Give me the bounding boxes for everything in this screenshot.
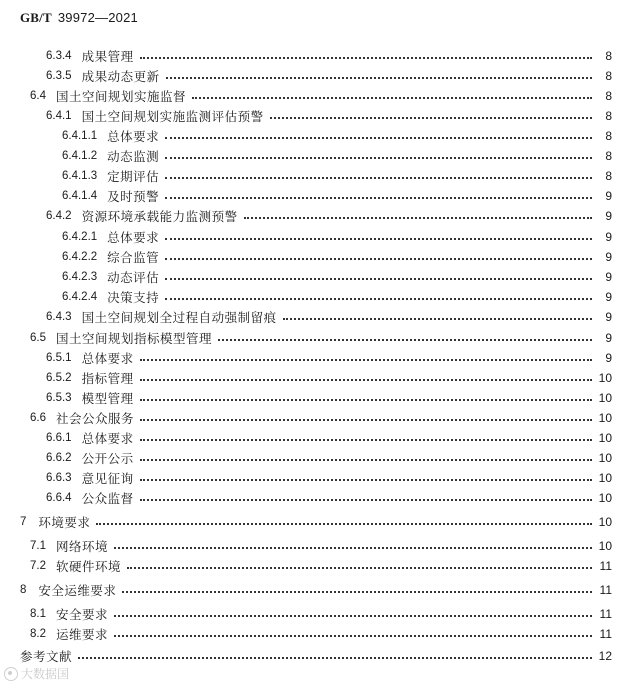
toc-entry-page: 9 bbox=[605, 189, 612, 203]
toc-entry-title: 动态评估 bbox=[107, 270, 160, 285]
toc-entry-title: 安全运维要求 bbox=[38, 583, 117, 598]
toc-dot-leader bbox=[140, 479, 592, 481]
toc-dot-leader bbox=[140, 399, 592, 401]
toc-entry-title: 国土空间规划指标模型管理 bbox=[56, 331, 213, 346]
toc-entry-number: 6.4.2 bbox=[46, 210, 72, 222]
toc-entry-number: 6.6 bbox=[30, 412, 46, 424]
toc-dot-leader bbox=[96, 523, 592, 525]
toc-entry-page: 8 bbox=[605, 169, 612, 183]
toc-entry-title: 运维要求 bbox=[56, 627, 109, 642]
toc-entry[interactable] bbox=[62, 166, 612, 186]
toc-entry-number: 6.3.5 bbox=[46, 70, 72, 82]
toc-entry-title: 国土空间规划全过程自动强制留痕 bbox=[81, 310, 277, 325]
toc-entry-number: 6.6.4 bbox=[46, 492, 72, 504]
toc-entry-title: 网络环境 bbox=[56, 539, 109, 554]
toc-entry-page: 8 bbox=[605, 69, 612, 83]
toc-dot-leader bbox=[165, 298, 592, 300]
toc-entry-page: 8 bbox=[605, 109, 612, 123]
toc-entry-title: 参考文献 bbox=[20, 649, 73, 664]
toc-dot-leader bbox=[140, 57, 592, 59]
toc-entry[interactable] bbox=[20, 646, 612, 666]
toc-entry-title: 总体要求 bbox=[81, 351, 134, 366]
toc-dot-leader bbox=[165, 258, 592, 260]
toc-dot-leader bbox=[165, 177, 592, 179]
toc-entry[interactable] bbox=[46, 468, 612, 488]
toc-entry-number: 6.4.1.4 bbox=[62, 190, 98, 202]
toc-entry-number: 6.4.1 bbox=[46, 110, 72, 122]
toc-entry-page: 10 bbox=[598, 471, 612, 485]
toc-entry-number: 6.4 bbox=[30, 90, 46, 102]
toc-dot-leader bbox=[140, 379, 592, 381]
toc-entry[interactable] bbox=[62, 287, 612, 307]
toc-entry-page: 9 bbox=[605, 250, 612, 264]
toc-entry-page: 10 bbox=[598, 391, 612, 405]
toc-entry-title: 及时预警 bbox=[107, 189, 160, 204]
toc-entry-number: 6.5.3 bbox=[46, 392, 72, 404]
toc-dot-leader bbox=[140, 459, 592, 461]
toc-entry-page: 9 bbox=[605, 331, 612, 345]
toc-entry-number: 8.2 bbox=[30, 628, 46, 640]
toc-entry[interactable] bbox=[30, 536, 612, 556]
toc-entry[interactable] bbox=[62, 227, 612, 247]
toc-entry-number: 6.5.1 bbox=[46, 352, 72, 364]
toc-entry-title: 综合监管 bbox=[107, 250, 160, 265]
toc-entry-page: 8 bbox=[605, 89, 612, 103]
toc-entry[interactable] bbox=[46, 106, 612, 126]
toc-entry-page: 11 bbox=[599, 627, 612, 641]
toc-entry-number: 6.4.1.3 bbox=[62, 170, 98, 182]
watermark-text: 大数据国 bbox=[21, 667, 70, 681]
toc-entry[interactable] bbox=[46, 488, 612, 508]
toc-entry[interactable] bbox=[62, 186, 612, 206]
toc-entry[interactable] bbox=[20, 512, 612, 532]
toc-entry-number: 6.4.2.1 bbox=[62, 231, 98, 243]
toc-entry-number: 6.6.2 bbox=[46, 452, 72, 464]
toc-entry[interactable] bbox=[30, 624, 612, 644]
toc-entry-page: 11 bbox=[599, 607, 612, 621]
toc-entry[interactable] bbox=[46, 66, 612, 86]
toc-entry[interactable] bbox=[46, 368, 612, 388]
toc-dot-leader bbox=[140, 419, 592, 421]
toc-dot-leader bbox=[78, 657, 592, 659]
toc-entry-number: 6.5.2 bbox=[46, 372, 72, 384]
toc-entry-page: 9 bbox=[605, 270, 612, 284]
toc-dot-leader bbox=[127, 567, 592, 569]
toc-entry[interactable] bbox=[30, 556, 612, 576]
toc-entry[interactable] bbox=[46, 448, 612, 468]
toc-entry-number: 6.4.1.2 bbox=[62, 150, 98, 162]
toc-entry-title: 成果管理 bbox=[81, 49, 134, 64]
toc-entry[interactable] bbox=[46, 206, 612, 226]
toc-entry-page: 10 bbox=[598, 539, 612, 553]
toc-dot-leader bbox=[165, 157, 592, 159]
toc-entry-number: 7.1 bbox=[30, 540, 46, 552]
toc-entry-page: 11 bbox=[599, 559, 612, 573]
toc-entry-page: 9 bbox=[605, 290, 612, 304]
toc-entry-number: 6.4.3 bbox=[46, 311, 72, 323]
toc-entry-number: 6.4.2.4 bbox=[62, 291, 98, 303]
toc-entry-page: 8 bbox=[605, 49, 612, 63]
toc-entry-page: 10 bbox=[598, 371, 612, 385]
toc-entry[interactable] bbox=[46, 307, 612, 327]
watermark-logo-icon bbox=[4, 667, 18, 681]
toc-entry-title: 总体要求 bbox=[107, 129, 160, 144]
toc-entry[interactable] bbox=[46, 388, 612, 408]
toc-entry-title: 公众监督 bbox=[81, 491, 134, 506]
toc-entry-number: 6.6.1 bbox=[46, 432, 72, 444]
toc-entry-number: 6.6.3 bbox=[46, 472, 72, 484]
toc-entry-page: 8 bbox=[605, 129, 612, 143]
toc-entry[interactable] bbox=[30, 86, 612, 106]
toc-dot-leader bbox=[114, 615, 592, 617]
toc-dot-leader bbox=[283, 318, 592, 320]
toc-entry-title: 软硬件环境 bbox=[56, 559, 122, 574]
toc-dot-leader bbox=[270, 117, 592, 119]
toc-entry-title: 国土空间规划实施监督 bbox=[56, 89, 187, 104]
toc-entry-page: 10 bbox=[598, 451, 612, 465]
toc-entry-title: 总体要求 bbox=[107, 230, 160, 245]
toc-entry-number: 6.5 bbox=[30, 332, 46, 344]
toc-entry[interactable] bbox=[62, 146, 612, 166]
toc-entry-page: 9 bbox=[605, 310, 612, 324]
toc-entry-page: 10 bbox=[598, 515, 612, 529]
toc-entry-title: 模型管理 bbox=[81, 391, 134, 406]
toc-entry[interactable] bbox=[62, 126, 612, 146]
toc-entry[interactable] bbox=[30, 604, 612, 624]
toc-entry[interactable] bbox=[46, 348, 612, 368]
toc-entry-title: 安全要求 bbox=[56, 607, 109, 622]
toc-entry-title: 决策支持 bbox=[107, 290, 160, 305]
toc-entry-number: 7.2 bbox=[30, 560, 46, 572]
toc-entry-number: 6.3.4 bbox=[46, 50, 72, 62]
standard-code: GB/T bbox=[20, 10, 52, 25]
toc-dot-leader bbox=[165, 238, 592, 240]
toc-dot-leader bbox=[244, 217, 592, 219]
toc-entry-number: 8.1 bbox=[30, 608, 46, 620]
watermark bbox=[4, 665, 69, 682]
toc-dot-leader bbox=[165, 137, 592, 139]
toc-entry[interactable] bbox=[30, 408, 612, 428]
toc-entry-number: 6.4.2.3 bbox=[62, 271, 98, 283]
toc-dot-leader bbox=[140, 359, 592, 361]
toc-dot-leader bbox=[218, 339, 592, 341]
toc-entry-page: 12 bbox=[598, 649, 612, 663]
toc-dot-leader bbox=[140, 499, 592, 501]
toc-entry[interactable] bbox=[46, 428, 612, 448]
toc-entry-title: 成果动态更新 bbox=[81, 69, 160, 84]
toc-dot-leader bbox=[122, 591, 592, 593]
toc-entry-number: 6.4.2.2 bbox=[62, 251, 98, 263]
toc-dot-leader bbox=[166, 77, 592, 79]
toc-entry[interactable] bbox=[30, 328, 612, 348]
toc-entry-page: 10 bbox=[598, 431, 612, 445]
toc-entry-page: 8 bbox=[605, 149, 612, 163]
toc-entry-number: 8 bbox=[20, 584, 27, 596]
toc-entry[interactable] bbox=[20, 580, 612, 600]
toc-dot-leader bbox=[165, 278, 592, 280]
toc-dot-leader bbox=[114, 635, 592, 637]
toc-entry-title: 指标管理 bbox=[81, 371, 134, 386]
toc-dot-leader bbox=[192, 97, 592, 99]
toc-entry-title: 资源环境承载能力监测预警 bbox=[81, 209, 238, 224]
toc-entry-title: 环境要求 bbox=[38, 515, 91, 530]
toc-entry-title: 动态监测 bbox=[107, 149, 160, 164]
toc-entry-number: 7 bbox=[20, 516, 27, 528]
toc-entry-page: 11 bbox=[599, 583, 612, 597]
toc-entry-title: 总体要求 bbox=[81, 431, 134, 446]
toc-dot-leader bbox=[114, 547, 592, 549]
toc-entry-title: 社会公众服务 bbox=[56, 411, 135, 426]
toc-entry-page: 9 bbox=[605, 209, 612, 223]
toc-entry-page: 10 bbox=[598, 491, 612, 505]
toc-entry[interactable] bbox=[62, 247, 612, 267]
toc-entry-page: 9 bbox=[605, 351, 612, 365]
toc-entry-title: 国土空间规划实施监测评估预警 bbox=[81, 109, 264, 124]
toc-entry[interactable] bbox=[62, 267, 612, 287]
toc-entry-title: 公开公示 bbox=[81, 451, 134, 466]
toc-entry-title: 意见征询 bbox=[81, 471, 134, 486]
toc-entry-page: 9 bbox=[605, 230, 612, 244]
toc-entry-number: 6.4.1.1 bbox=[62, 130, 98, 142]
toc-dot-leader bbox=[165, 197, 592, 199]
toc-entry-page: 10 bbox=[598, 411, 612, 425]
toc-entry[interactable] bbox=[46, 46, 612, 66]
toc-dot-leader bbox=[140, 439, 592, 441]
toc-entry-title: 定期评估 bbox=[107, 169, 160, 184]
standard-number: 39972—2021 bbox=[57, 10, 138, 25]
